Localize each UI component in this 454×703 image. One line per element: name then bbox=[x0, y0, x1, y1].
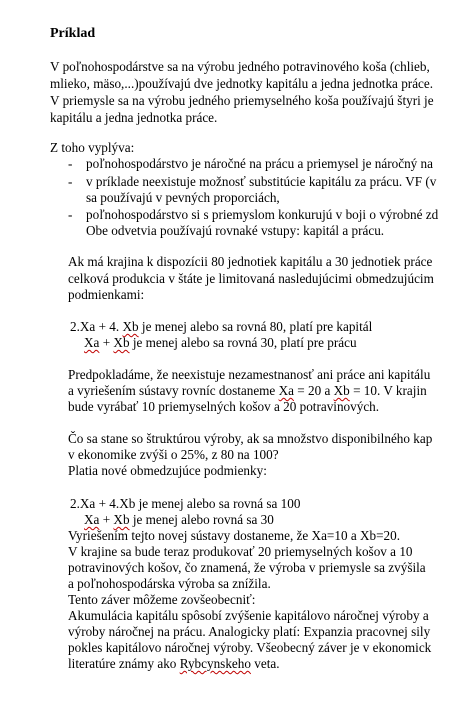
intro-text: Z toho vyplýva: bbox=[50, 140, 135, 155]
paragraph-text: Akumulácia kapitálu spôsobí zvýšenie kapitálovo náročnej výroby a bbox=[68, 608, 429, 623]
equation-labor-new bbox=[84, 512, 274, 528]
variable-xb: Xb bbox=[113, 512, 130, 527]
paragraph-text: Ak má krajina k dispozícii 80 jednotiek kapitálu a 30 jednotiek práce bbox=[68, 254, 433, 269]
paragraph-text: Predpokladáme, že neexistuje nezamestnanosť ani práce ani kapitálu bbox=[68, 367, 431, 382]
equation-capital-new: 2.Xa + 4.Xb je menej alebo sa rovná sa 100 bbox=[70, 496, 301, 511]
bullet-dash: - bbox=[68, 207, 73, 222]
paragraph-text bbox=[68, 656, 280, 672]
paragraph-text: V poľnohospodárstve sa na výrobu jedného potravinového koša (chlieb, bbox=[50, 59, 430, 74]
list-item: v príklade neexistuje možnosť substitúcie kapitálu za prácu. VF (v bbox=[86, 174, 437, 189]
paragraph-text: a poľnohospodárska výroba sa znížila. bbox=[68, 576, 271, 591]
paragraph-text: pokles kapitálovo náročnej výroby. Všeobecný záver je v ekonomick bbox=[68, 640, 432, 655]
paragraph-text: Platia nové obmedzujúce podmienky: bbox=[68, 463, 267, 478]
variable-xb: Xb bbox=[113, 335, 130, 350]
paragraph-text: mlieko, mäso,...)používajú dve jednotky kapitálu a jedna jednotka práce. bbox=[50, 76, 434, 91]
list-item: Obe odvetvia používajú rovnaké vstupy: kapitál a prácu. bbox=[86, 223, 385, 238]
equation-text: je menej alebo sa rovná 30, platí pre prácu bbox=[129, 335, 357, 350]
paragraph-text: v ekonomike zvýši o 25%, z 80 na 100? bbox=[68, 447, 279, 462]
list-item: poľnohospodárstvo si s priemyslom konkurujú v boji o výrobné zd bbox=[86, 207, 439, 222]
bullet-dash: - bbox=[68, 156, 73, 171]
equation-text: je menej alebo rovná sa 30 bbox=[129, 512, 274, 527]
bullet-dash: - bbox=[68, 174, 73, 189]
variable-xa: Xa bbox=[278, 383, 294, 398]
paragraph-text: Tento záver môžeme zovšeobecniť: bbox=[68, 592, 256, 607]
paragraph-text bbox=[68, 383, 427, 399]
equation-labor bbox=[84, 335, 357, 351]
paragraph-text: V krajine sa bude teraz produkovať 20 priemyselných košov a 10 bbox=[68, 544, 413, 559]
paragraph-text: bude vyrábať 10 priemyselných košov a 20 potravinových. bbox=[68, 399, 380, 414]
text-span: = 20 a bbox=[293, 383, 334, 398]
paragraph-text: Vyriešením tejto novej sústavy dostaneme, že Xa=10 a Xb=20. bbox=[68, 528, 401, 543]
text-span: = 10. V krajin bbox=[349, 383, 427, 398]
text-span: veta. bbox=[250, 656, 280, 671]
spelling-flagged-word: Rybcynskeho bbox=[179, 656, 251, 671]
equation-capital bbox=[70, 319, 372, 335]
list-item: sa používajú v pevných proporciách, bbox=[86, 190, 280, 205]
variable-xa: Xa bbox=[84, 335, 100, 350]
paragraph-text: V priemysle sa na výrobu jedného priemyselného koša používajú štyri je bbox=[50, 93, 434, 108]
paragraph-text: podmienkami: bbox=[68, 287, 145, 302]
variable-xa: Xa bbox=[84, 512, 100, 527]
equation-text: je menej alebo sa rovná 80, platí pre kapitál bbox=[138, 319, 373, 334]
variable-xb: Xb bbox=[333, 383, 350, 398]
paragraph-text: Čo sa stane so štruktúrou výroby, ak sa množstvo disponibilného kap bbox=[68, 431, 433, 446]
paragraph-text: celková produkcia v štáte je limitovaná nasledujúcimi obmedzujúcim bbox=[68, 271, 434, 286]
page-title: Príklad bbox=[50, 26, 96, 41]
equation-text: + bbox=[99, 512, 114, 527]
paragraph-text: výroby náročnej na prácu. Analogicky platí: Expanzia pracovnej sily bbox=[68, 624, 431, 639]
paragraph-text: kapitálu a jedna jednotka práce. bbox=[50, 110, 218, 125]
equation-text: 2.Xa + 4. bbox=[70, 319, 123, 334]
equation-text: + bbox=[99, 335, 114, 350]
text-span: literatúre známy ako bbox=[68, 656, 180, 671]
variable-xb: Xb bbox=[122, 319, 139, 334]
text-span: a vyriešením sústavy rovníc dostaneme bbox=[68, 383, 279, 398]
paragraph-text: potravinových košov, čo znamená, že výroba v priemysle sa zvýšila bbox=[68, 560, 426, 575]
list-item: poľnohospodárstvo je náročné na prácu a priemysel je náročný na bbox=[86, 156, 434, 171]
